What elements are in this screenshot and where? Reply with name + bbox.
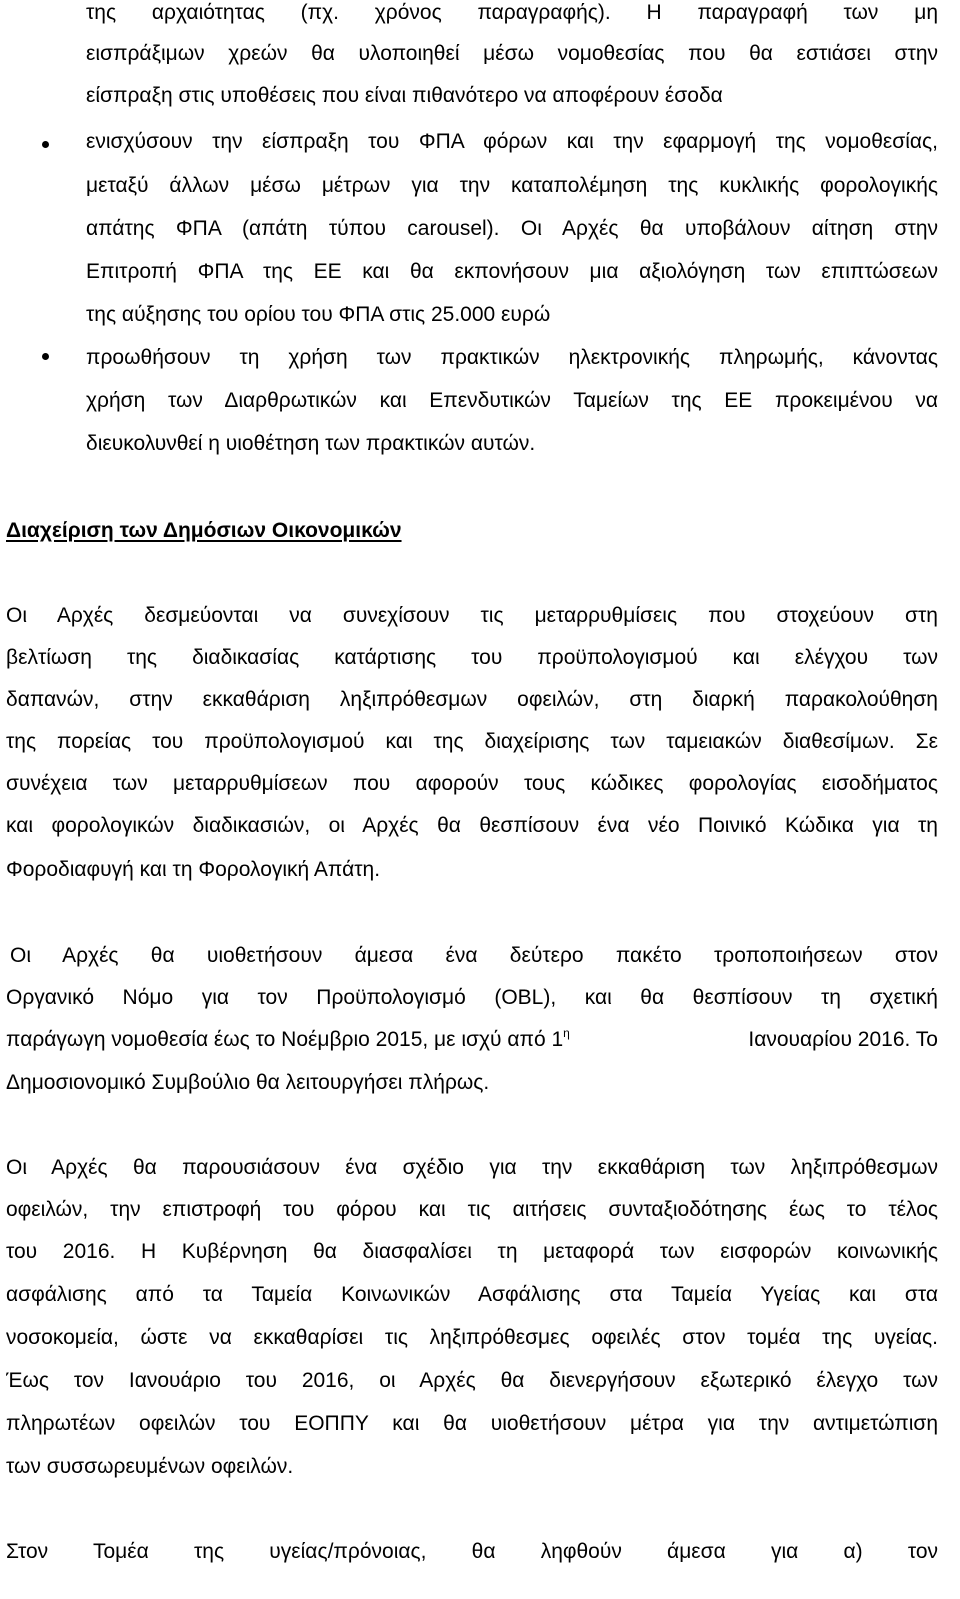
paragraph-line: οφειλών, την επιστροφή του φόρου και τις αιτήσεις συνταξιοδότησης έως το τέλος [6, 1198, 938, 1221]
paragraph-line: βελτίωση της διαδικασίας κατάρτισης του προϋπολογισμού και ελέγχου των [6, 646, 938, 669]
bullet-marker [42, 141, 49, 148]
paragraph-line: συνέχεια των μεταρρυθμίσεων που αφορούν τους κώδικες φορολογίας εισοδήματος [6, 772, 938, 795]
paragraph-line: Οι Αρχές δεσμεύονται να συνεχίσουν τις μεταρρυθμίσεις που στοχεύουν στη [6, 604, 938, 627]
bullet-text-line: ενισχύσουν την είσπραξη του ΦΠΑ φόρων και την εφαρμογή της νομοθεσίας, [86, 130, 938, 153]
bullet-text-line: μεταξύ άλλων μέσω μέτρων για την καταπολέμηση της κυκλικής φορολογικής [86, 174, 938, 197]
paragraph-line: Έως τον Ιανουάριο του 2016, οι Αρχές θα διενεργήσουν εξωτερικό έλεγχο των [6, 1369, 938, 1392]
paragraph-line: της πορείας του προϋπολογισμού και της διαχείρισης των ταμειακών διαθεσίμων. Σε [6, 730, 938, 753]
bullet-text-line: είσπραξη στις υποθέσεις που είναι πιθανότερο να αποφέρουν έσοδα [86, 84, 723, 107]
bullet-text-line: της αρχαιότητας (πχ. χρόνος παραγραφής). Η παραγραφή των μη [86, 1, 938, 24]
paragraph-line: Οι Αρχές θα υιοθετήσουν άμεσα ένα δεύτερο πακέτο τροποποιήσεων στον [10, 944, 938, 967]
paragraph-line: Οργανικό Νόμο για τον Προϋπολογισμό (OBL), και θα θεσπίσουν τη σχετική [6, 986, 938, 1009]
paragraph-line: νοσοκομεία, ώστε να εκκαθαρίσει τις ληξιπρόθεσμες οφειλές στον τομέα της υγείας. [6, 1326, 938, 1349]
ordinal-superscript: η [563, 1026, 570, 1040]
paragraph-line: των συσσωρευμένων οφειλών. [6, 1455, 294, 1478]
paragraph-line: Φοροδιαφυγή και τη Φορολογική Απάτη. [6, 858, 381, 881]
bullet-text-line: προωθήσουν τη χρήση των πρακτικών ηλεκτρονικής πληρωμής, κάνοντας [86, 346, 938, 369]
bullet-text-line: διευκολυνθεί η υιοθέτηση των πρακτικών αυτών. [86, 432, 536, 455]
paragraph-line: ασφάλισης από τα Ταμεία Κοινωνικών Ασφάλισης στα Ταμεία Υγείας και στα [6, 1283, 938, 1306]
bullet-text-line: εισπράξιμων χρεών θα υλοποιηθεί μέσω νομοθεσίας που θα εστιάσει στην [86, 42, 938, 65]
bullet-marker [42, 353, 49, 360]
bullet-text-line: απάτης ΦΠΑ (απάτη τύπου carousel). Οι Αρχές θα υποβάλουν αίτηση στην [86, 217, 938, 240]
paragraph-line: Οι Αρχές θα παρουσιάσουν ένα σχέδιο για την εκκαθάριση των ληξιπρόθεσμων [6, 1156, 938, 1179]
section-heading: Διαχείριση των Δημόσιων Οικονομικών [6, 519, 402, 542]
bullet-text-line: χρήση των Διαρθρωτικών και Επενδυτικών Ταμείων της ΕΕ προκειμένου να [86, 389, 938, 412]
bullet-text-line: Επιτροπή ΦΠΑ της ΕΕ και θα εκπονήσουν μια αξιολόγηση των επιπτώσεων [86, 260, 938, 283]
paragraph-text: παράγωγη νομοθεσία έως το Νοέμβριο 2015, με ισχύ από 1 [6, 1028, 564, 1051]
paragraph-line: Δημοσιονομικό Συμβούλιο θα λειτουργήσει πλήρως. [6, 1071, 490, 1094]
paragraph-text: Ιανουαρίου 2016. Το [748, 1028, 938, 1051]
paragraph-line-with-superscript [6, 1027, 938, 1053]
paragraph-line: Στον Τομέα της υγείας/πρόνοιας, θα ληφθούν άμεσα για α) τον [6, 1540, 938, 1563]
paragraph-line: του 2016. Η Κυβέρνηση θα διασφαλίσει τη μεταφορά των εισφορών κοινωνικής [6, 1240, 938, 1263]
paragraph-line: πληρωτέων οφειλών του ΕΟΠΠΥ και θα υιοθετήσουν μέτρα για την αντιμετώπιση [6, 1412, 938, 1435]
bullet-text-line: της αύξησης του ορίου του ΦΠΑ στις 25.000 ευρώ [86, 303, 551, 326]
paragraph-line: και φορολογικών διαδικασιών, οι Αρχές θα θεσπίσουν ένα νέο Ποινικό Κώδικα για τη [6, 814, 938, 837]
paragraph-line: δαπανών, στην εκκαθάριση ληξιπρόθεσμων οφειλών, στη διαρκή παρακολούθηση [6, 688, 938, 711]
